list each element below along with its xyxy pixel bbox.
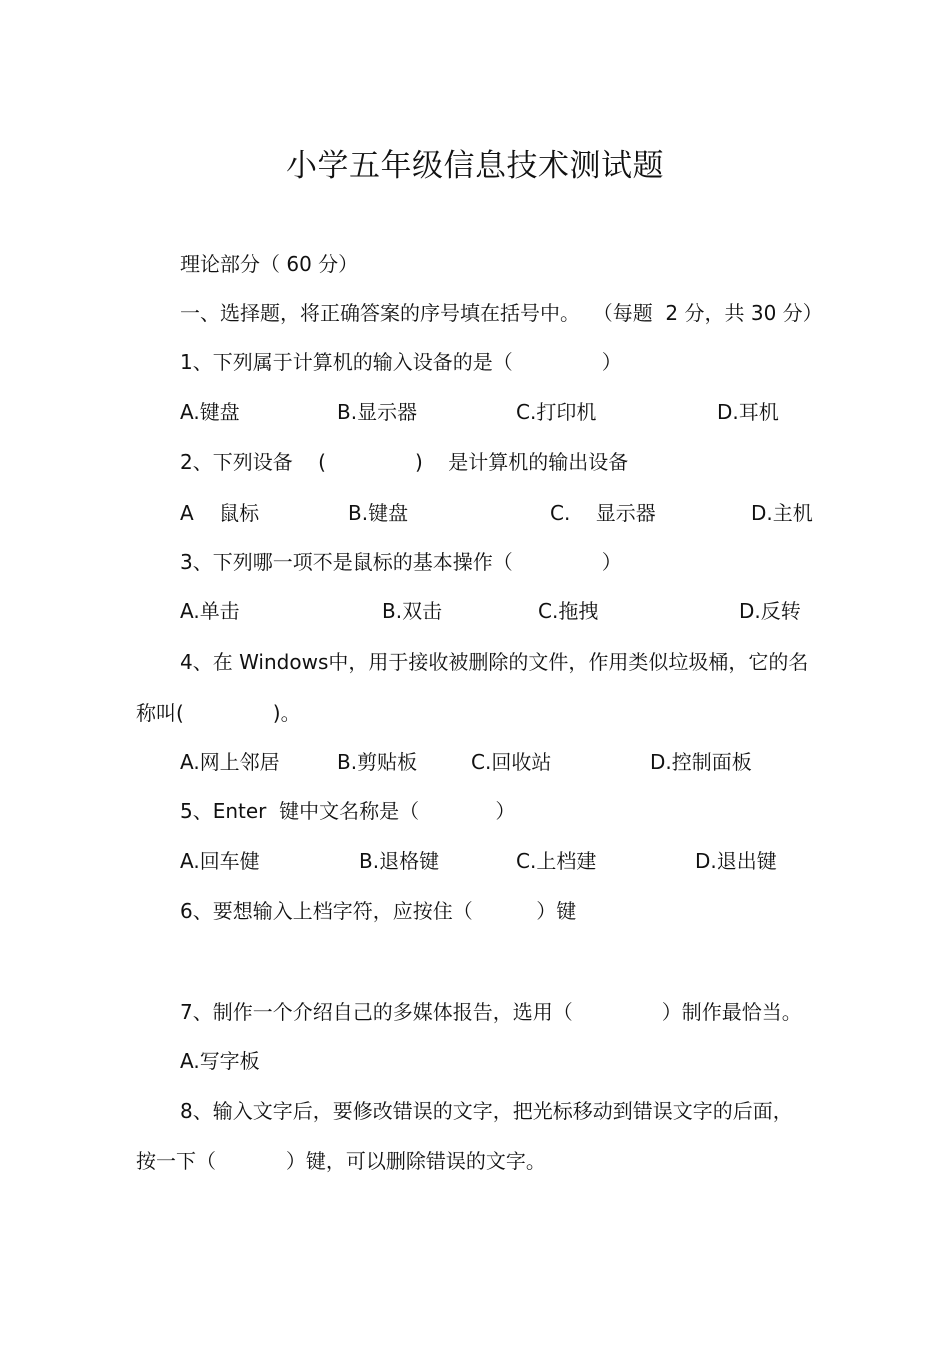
question-7: 7、制作一个介绍自己的多媒体报告，选用（ ）制作最恰当。 [180,1000,802,1024]
q1-option-d: D.耳机 [717,400,779,424]
question-2: 2、下列设备 ( ) 是计算机的输出设备 [180,450,629,474]
q4-option-d: D.控制面板 [650,750,752,774]
page-title: 小学五年级信息技术测试题 [286,148,664,184]
q3-option-b: B.双击 [382,599,443,623]
q2-option-a: A 鼠标 [180,501,260,525]
q5-option-b: B.退格键 [359,849,440,873]
question-8-line1: 8、输入文字后，要修改错误的文字，把光标移动到错误文字的后面， [180,1099,793,1123]
question-8-line2: 按一下（ ）键，可以删除错误的文字。 [136,1149,546,1173]
q5-option-a: A.回车健 [180,849,260,873]
q4-option-b: B.剪贴板 [337,750,418,774]
instruction-text: 一、选择题，将正确答案的序号填在括号中。 （每题 2 分，共 30 分） [180,301,823,325]
question-6: 6、要想输入上档字符，应按住（ ）键 [180,899,577,923]
question-4-line1: 4、在 Windows中，用于接收被删除的文件，作用类似垃圾桶，它的名 [180,650,809,674]
q1-option-c: C.打印机 [516,400,597,424]
q1-option-b: B.显示器 [337,400,418,424]
question-1: 1、下列属于计算机的输入设备的是（ ） [180,350,622,374]
q3-option-a: A.单击 [180,599,240,623]
section-heading: 理论部分（ 60 分） [180,252,359,276]
q4-option-a: A.网上邻居 [180,750,280,774]
q3-option-c: C.拖拽 [538,599,599,623]
q5-option-c: C.上档建 [516,849,597,873]
question-3: 3、下列哪一项不是鼠标的基本操作（ ） [180,550,622,574]
q4-option-c: C.回收站 [471,750,552,774]
question-5: 5、Enter 键中文名称是（ ） [180,799,516,823]
q1-option-a: A.键盘 [180,400,240,424]
question-4-line2: 称叫( )。 [136,701,301,725]
q3-option-d: D.反转 [739,599,801,623]
q2-option-c: C. 显示器 [550,501,656,525]
q2-option-b: B.键盘 [348,501,409,525]
q7-option-a: A.写字板 [180,1049,260,1073]
q2-option-d: D.主机 [751,501,813,525]
q5-option-d: D.退出键 [695,849,777,873]
